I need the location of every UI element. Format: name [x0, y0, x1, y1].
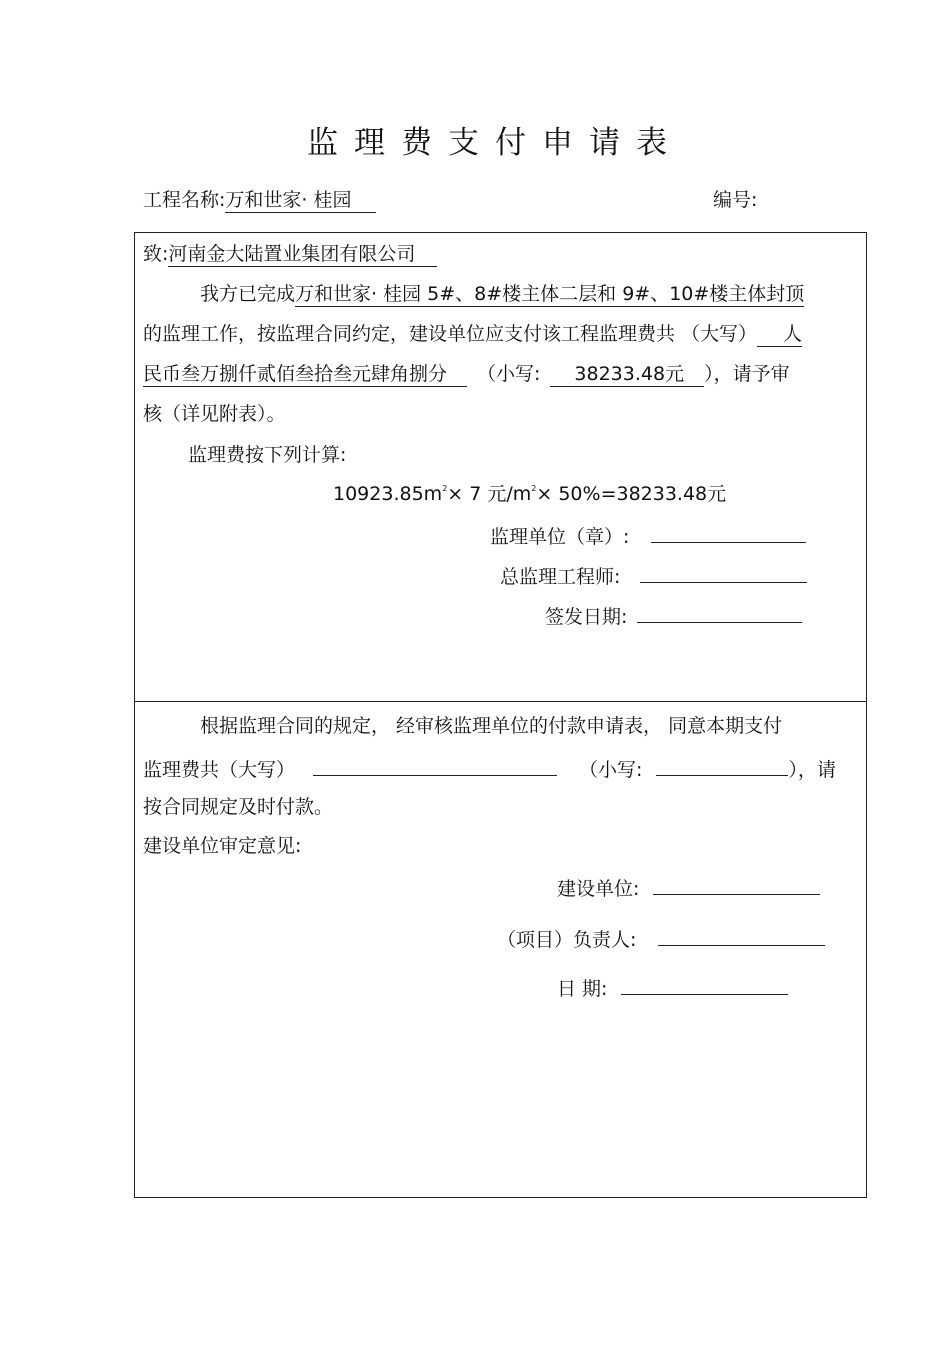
formula-square: 2	[442, 484, 448, 493]
chief-engineer-row	[500, 565, 807, 587]
amount-upper-part1: 人	[757, 325, 802, 347]
formula-square-2: 2	[531, 484, 537, 493]
person-blank[interactable]	[658, 928, 825, 946]
formula-result: × 50%=38233.48元	[536, 483, 727, 505]
approval-amount-row	[143, 758, 836, 780]
work-row	[200, 285, 804, 307]
approval-line-3: 按合同规定及时付款。	[143, 796, 334, 818]
owner-row	[557, 877, 820, 899]
fee-formula	[333, 485, 726, 504]
owner-blank[interactable]	[653, 877, 820, 895]
amount-suffix: ），请予审	[704, 363, 790, 385]
to-label: 致:	[143, 243, 169, 265]
number-label: 编号:	[713, 189, 758, 211]
approval-amount-upper-blank[interactable]	[313, 758, 557, 776]
project-label: 工程名称:	[143, 189, 226, 211]
project-name: 万和世家· 桂园	[225, 191, 375, 213]
approval-date-row	[557, 977, 788, 999]
amount-lower: 38233.48元	[550, 365, 704, 387]
chief-engineer-blank[interactable]	[640, 565, 807, 583]
calc-label: 监理费按下列计算:	[188, 444, 347, 466]
supervisor-unit-row	[490, 525, 806, 547]
issue-date-label: 签发日期:	[545, 606, 628, 628]
chief-engineer-label: 总监理工程师:	[500, 566, 621, 588]
issue-date-row	[545, 605, 802, 627]
work-prefix: 我方已完成	[200, 283, 296, 305]
approval-small-label: （小写:	[579, 759, 643, 781]
formula-unit: m	[423, 483, 443, 505]
owner-label: 建设单位:	[557, 878, 640, 900]
small-label: （小写:	[477, 363, 541, 385]
approval-line-1: 根据监理合同的规定， 经审核监理单位的付款申请表， 同意本期支付	[200, 715, 783, 737]
amount-row	[143, 365, 790, 387]
project-name-row	[143, 191, 376, 213]
approval-prefix: 监理费共（大写）	[143, 759, 296, 781]
approval-date-label: 日 期:	[557, 978, 608, 1000]
opinion-label: 建设单位审定意见:	[143, 835, 302, 857]
approval-suffix: ），请	[788, 759, 836, 781]
contract-text: 的监理工作，按监理合同约定，建设单位应支付该工程监理费共 （大写）	[143, 323, 758, 345]
attachment-note: 核（详见附表）。	[143, 403, 286, 425]
approval-amount-lower-blank[interactable]	[656, 758, 788, 776]
amount-upper-part2: 民币叁万捌仟贰佰叁拾叁元肆角捌分	[143, 365, 467, 387]
formula-area: 10923.85	[333, 483, 424, 505]
addressee-row	[143, 245, 437, 267]
supervisor-unit-blank[interactable]	[651, 525, 806, 543]
to-company: 河南金大陆置业集团有限公司	[168, 245, 437, 267]
supervisor-unit-label: 监理单位（章）:	[490, 526, 630, 548]
person-row	[497, 928, 825, 950]
approval-date-blank[interactable]	[621, 977, 788, 995]
completed-work: 万和世家· 桂园 5#、8#楼主体二层和 9#、10#楼主体封顶	[295, 283, 805, 305]
person-label: （项目）负责人:	[497, 929, 637, 951]
page-title: 监理费支付申请表	[307, 125, 683, 161]
issue-date-blank[interactable]	[637, 605, 802, 623]
amount-upper-row	[143, 325, 802, 347]
formula-rate: × 7 元/m	[447, 483, 532, 505]
